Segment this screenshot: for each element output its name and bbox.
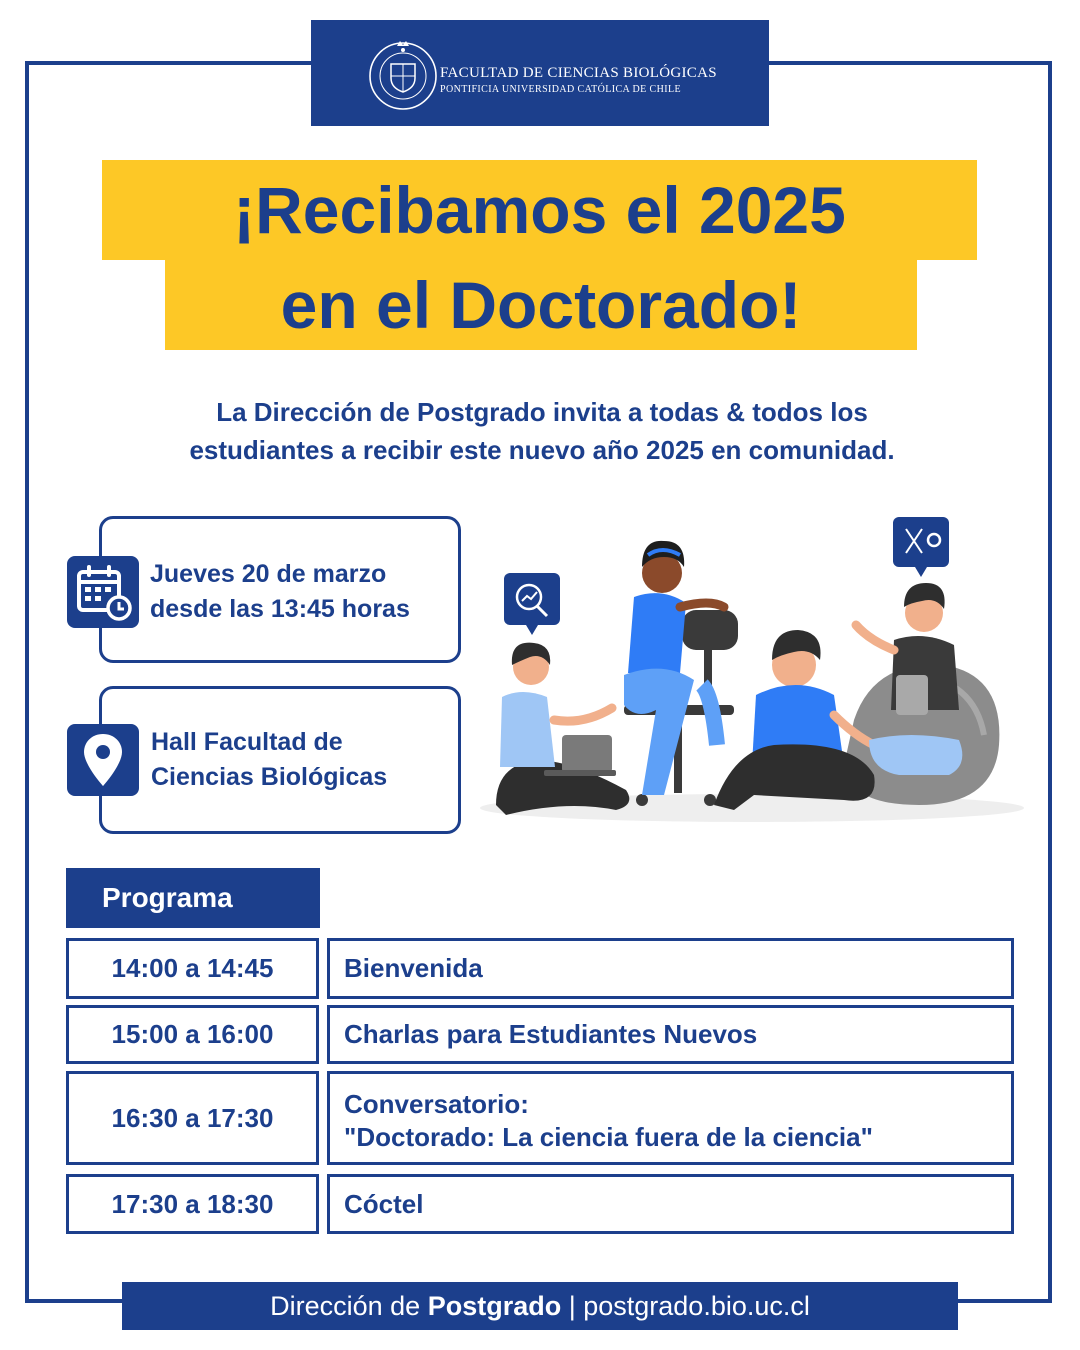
place-line-2: Ciencias Biológicas — [151, 763, 388, 791]
program-header: Programa — [66, 868, 320, 928]
footer-postgrado: Postgrado — [427, 1291, 562, 1321]
date-card — [99, 516, 461, 663]
program-activity-3-line-1: Conversatorio: — [344, 1089, 529, 1119]
university-name: PONTIFICIA UNIVERSIDAD CATÓLICA DE CHILE — [440, 84, 681, 95]
program-activity-4: Cóctel — [327, 1174, 1014, 1234]
program-activity-1: Bienvenida — [327, 938, 1014, 999]
program-activity-2: Charlas para Estudiantes Nuevos — [327, 1005, 1014, 1064]
dna-gear-icon — [893, 517, 949, 577]
program-time-2: 15:00 a 16:00 — [66, 1005, 319, 1064]
footer-separator: | — [561, 1291, 584, 1321]
footer-url-link[interactable]: postgrado.bio.uc.cl — [583, 1291, 810, 1321]
footer-bar — [122, 1282, 958, 1330]
place-card — [99, 686, 461, 834]
title-line-2: en el Doctorado! — [165, 260, 917, 350]
title-line-1: ¡Recibamos el 2025 — [102, 160, 977, 260]
intro-line-2: estudiantes a recibir este nuevo año 2025 en comunidad. — [189, 435, 895, 465]
location-pin-icon — [67, 724, 139, 796]
intro-line-1: La Dirección de Postgrado invita a todas & todos los — [216, 397, 868, 427]
program-activity-3-line-2: "Doctorado: La ciencia fuera de la ciencia" — [344, 1122, 873, 1152]
time-line: desde las 13:45 horas — [150, 595, 410, 623]
calendar-icon — [67, 556, 139, 628]
date-line-1: Jueves 20 de marzo — [150, 560, 387, 588]
program-activity-3 — [327, 1071, 1014, 1165]
students-illustration — [474, 515, 1030, 835]
program-time-1: 14:00 a 14:45 — [66, 938, 319, 999]
place-line-1: Hall Facultad de — [151, 728, 343, 756]
magnifier-chart-icon — [504, 573, 560, 635]
faculty-name: FACULTAD DE CIENCIAS BIOLÓGICAS — [440, 65, 717, 81]
footer-prefix: Dirección de — [270, 1291, 428, 1321]
intro-text — [60, 393, 1024, 469]
program-time-4: 17:30 a 18:30 — [66, 1174, 319, 1234]
faculty-header — [311, 20, 769, 126]
program-time-3: 16:30 a 17:30 — [66, 1071, 319, 1165]
university-seal-icon — [367, 36, 439, 112]
